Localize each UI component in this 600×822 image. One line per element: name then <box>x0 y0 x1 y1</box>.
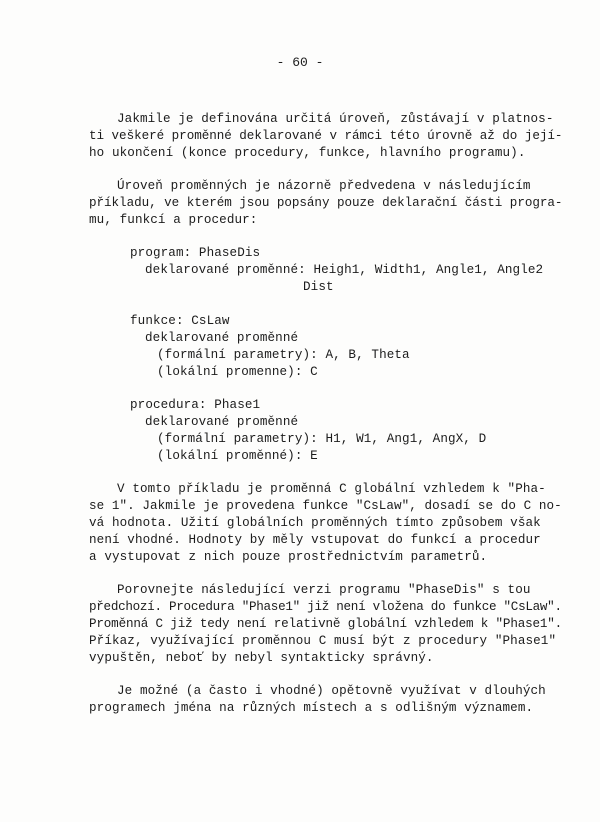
example-function: funkce: CsLaw <box>130 314 230 328</box>
paragraph-2-line-3: mu, funkcí a procedur: <box>89 213 258 227</box>
paragraph-4-line-2: předchozí. Procedura "Phase1" již není vložena do funkce "CsLaw". <box>89 600 562 614</box>
example-program-vars-cont: Dist <box>303 280 334 294</box>
example-procedure-formal: (formální parametry): H1, W1, Ang1, AngX, D <box>157 432 487 446</box>
paragraph-3-line-2: se 1". Jakmile je provedena funkce "CsLaw", dosadí se do C no- <box>89 499 562 513</box>
paragraph-2-line-1: Úroveň proměnných je názorně předvedena v následujícím <box>117 179 531 193</box>
paragraph-2-line-2: příkladu, ve kterém jsou popsány pouze deklarační části progra- <box>89 196 563 210</box>
example-program-vars: deklarované proměnné: Heigh1, Width1, Angle1, Angle2 <box>145 263 544 277</box>
paragraph-3-line-5: a vystupovat z nich pouze prostřednictvím parametrů. <box>89 550 488 564</box>
example-function-decl: deklarované proměnné <box>145 331 299 345</box>
example-procedure: procedura: Phase1 <box>130 398 261 412</box>
paragraph-3-line-3: vá hodnota. Užití globálních proměnných tímto způsobem však <box>89 516 541 530</box>
paragraph-4-line-1: Porovnejte následující verzi programu "PhaseDis" s tou <box>117 583 531 597</box>
paragraph-4-line-5: vypuštěn, neboť by nebyl syntakticky správný. <box>89 651 434 665</box>
paragraph-1-line-2: ti veškeré proměnné deklarované v rámci této úrovně až do její- <box>89 129 563 143</box>
paragraph-5-line-1: Je možné (a často i vhodné) opětovně využívat v dlouhých <box>117 684 546 698</box>
example-program: program: PhaseDis <box>130 246 261 260</box>
example-procedure-local: (lokální proměnné): E <box>157 449 318 463</box>
example-function-formal: (formální parametry): A, B, Theta <box>157 348 410 362</box>
paragraph-4-line-3: Proměnná C již tedy není relativně globální vzhledem k "Phase1". <box>89 617 563 631</box>
example-function-local: (lokální promenne): C <box>157 365 318 379</box>
page-number: - 60 - <box>276 55 324 70</box>
paragraph-1-line-3: ho ukončení (konce procedury, funkce, hlavního programu). <box>89 146 526 160</box>
paragraph-5-line-2: programech jména na různých místech a s odlišným významem. <box>89 701 534 715</box>
paragraph-4-line-4: Příkaz, využívající proměnnou C musí být z procedury "Phase1" <box>89 634 557 648</box>
paragraph-1-line-1: Jakmile je definována určitá úroveň, zůstávají v platnos- <box>117 112 554 126</box>
paragraph-3-line-1: V tomto příkladu je proměnná C globální vzhledem k "Pha- <box>117 482 546 496</box>
paragraph-3-line-4: není vhodné. Hodnoty by měly vstupovat do funkcí a procedur <box>89 533 541 547</box>
example-procedure-decl: deklarované proměnné <box>145 415 299 429</box>
